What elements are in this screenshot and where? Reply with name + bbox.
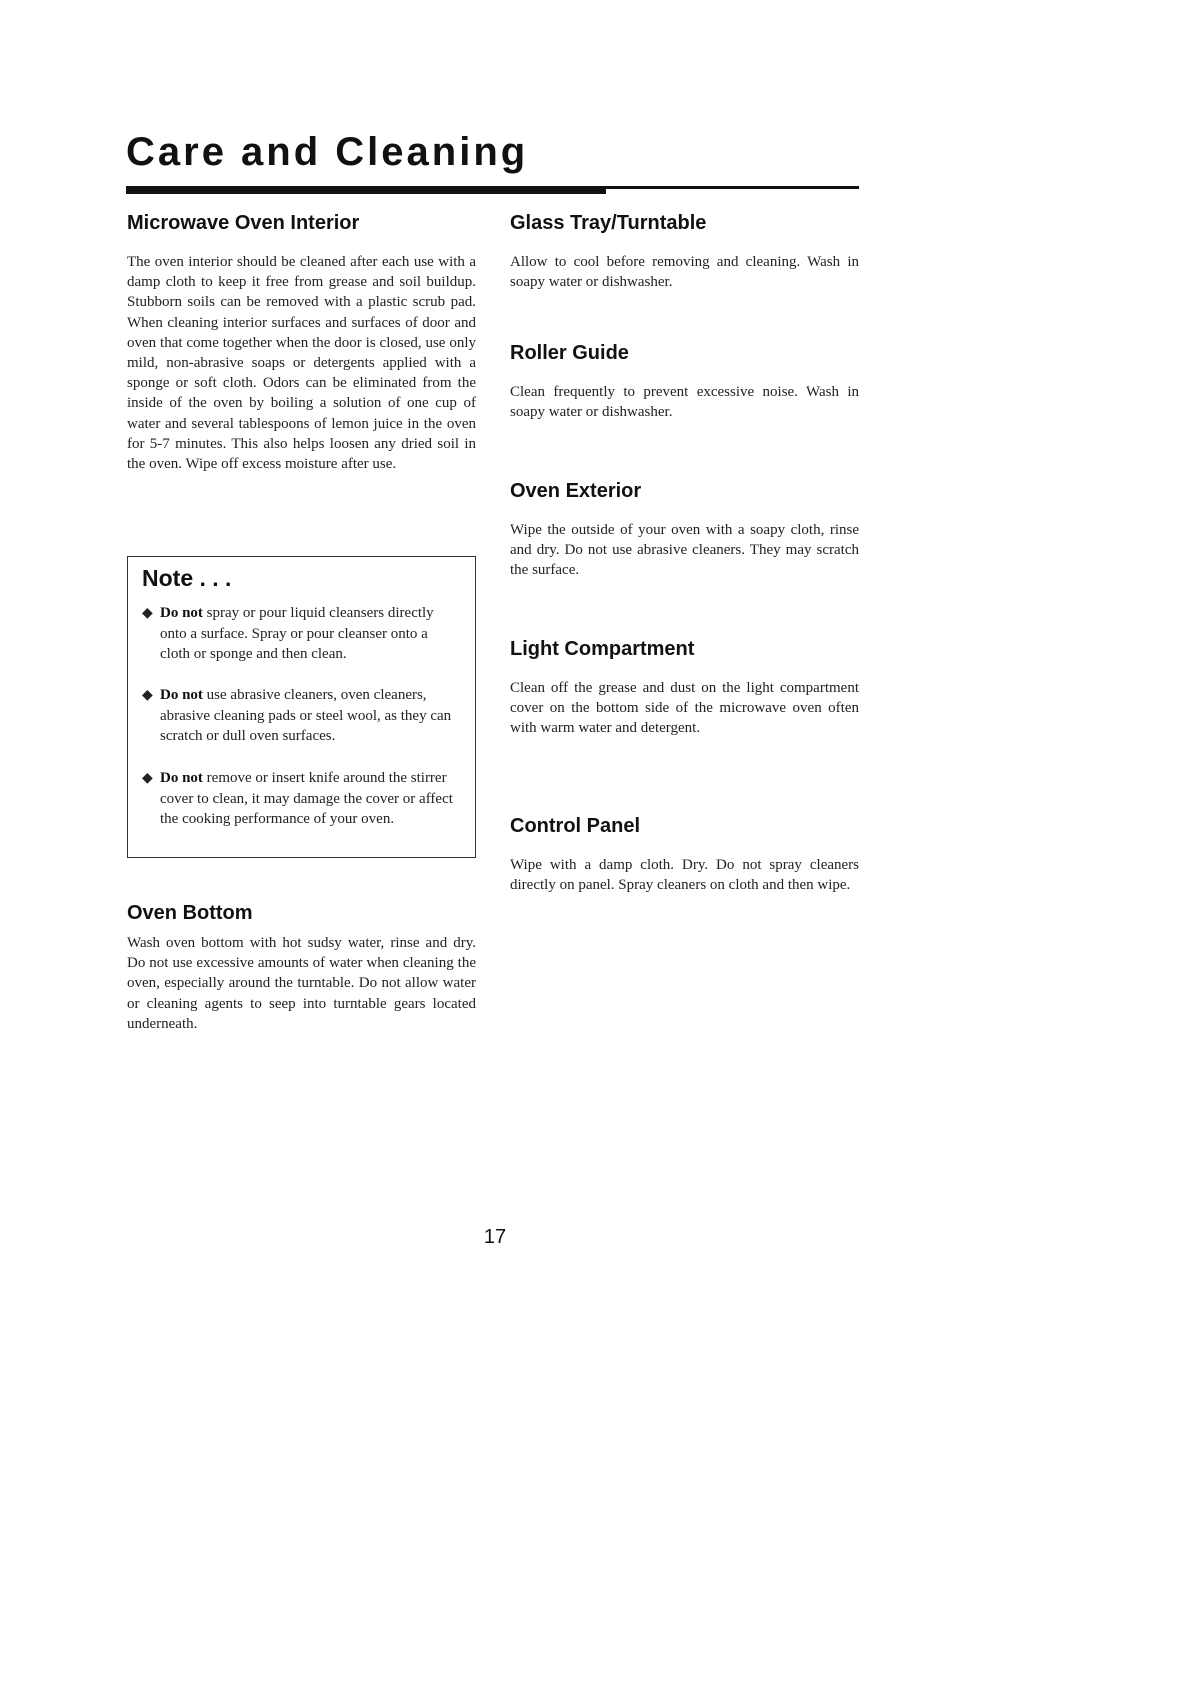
- section-body-oven-bottom: Wash oven bottom with hot sudsy water, rinse and dry. Do not use excessive amounts of water when cleaning the oven, especially around the turntable. Do not allow water or cleaning agents to seep into turntable gears located underneath.: [127, 935, 476, 1032]
- note-item-lead: Do not: [160, 770, 203, 786]
- section-heading-oven-bottom: Oven Bottom: [127, 902, 253, 924]
- section-heading-light-compartment: Light Compartment: [510, 638, 695, 660]
- page-title: Care and Cleaning: [126, 130, 529, 174]
- section-heading-glass-tray: Glass Tray/Turntable: [510, 212, 707, 234]
- section-body-light-compartment: Clean off the grease and dust on the light compartment cover on the bottom side of the microwave oven often with warm water and detergent.: [510, 680, 859, 737]
- page-number: 17: [483, 1226, 507, 1248]
- diamond-bullet-icon: ◆: [142, 688, 153, 703]
- note-item-text: use abrasive cleaners, oven cleaners, abrasive cleaning pads or steel wool, as they can scratch or dull oven surfaces.: [160, 687, 452, 744]
- note-item-1: [142, 603, 460, 665]
- section-body-glass-tray: Allow to cool before removing and cleaning. Wash in soapy water or dishwasher.: [510, 254, 859, 291]
- section-body-roller-guide: Clean frequently to prevent excessive noise. Wash in soapy water or dishwasher.: [510, 384, 859, 421]
- diamond-bullet-icon: ◆: [142, 606, 153, 621]
- section-heading-roller-guide: Roller Guide: [510, 342, 629, 364]
- section-body-microwave-interior: The oven interior should be cleaned after each use with a damp cloth to keep it free from grease and soil buildup. Stubborn soils can be removed with a plastic scrub pad. When cleaning interior surfaces and surfaces of door and oven that come together when the door is closed, use only mild, non-abrasive soaps or detergents applied with a sponge or soft cloth. Odors can be eliminated from the inside of the oven by boiling a solution of one cup of water and several tablespoons of lemon juice in the oven for 5-7 minutes. This also helps loosen any dried soil in the oven. Wipe off excess moisture after use.: [127, 254, 476, 473]
- diamond-bullet-icon: ◆: [142, 771, 153, 786]
- title-rule-thin: [606, 186, 859, 189]
- note-item-3: [142, 768, 460, 830]
- section-body-control-panel: Wipe with a damp cloth. Dry. Do not spray cleaners directly on panel. Spray cleaners on cloth and then wipe.: [510, 857, 859, 894]
- title-rule-thick: [126, 186, 606, 194]
- note-item-2: [142, 685, 460, 747]
- section-heading-microwave-interior: Microwave Oven Interior: [127, 212, 360, 234]
- note-item-text: remove or insert knife around the stirrer cover to clean, it may damage the cover or affect the cooking performance of your oven.: [160, 770, 453, 827]
- note-box: [127, 556, 476, 858]
- note-item-lead: Do not: [160, 605, 203, 621]
- section-heading-control-panel: Control Panel: [510, 815, 641, 837]
- note-item-text: spray or pour liquid cleansers directly onto a surface. Spray or pour cleanser onto a cloth or sponge and then clean.: [160, 605, 434, 662]
- note-item-lead: Do not: [160, 687, 203, 703]
- section-heading-oven-exterior: Oven Exterior: [510, 480, 642, 502]
- note-title: Note . . .: [142, 565, 232, 591]
- section-body-oven-exterior: Wipe the outside of your oven with a soapy cloth, rinse and dry. Do not use abrasive cleaners. They may scratch the surface.: [510, 522, 859, 579]
